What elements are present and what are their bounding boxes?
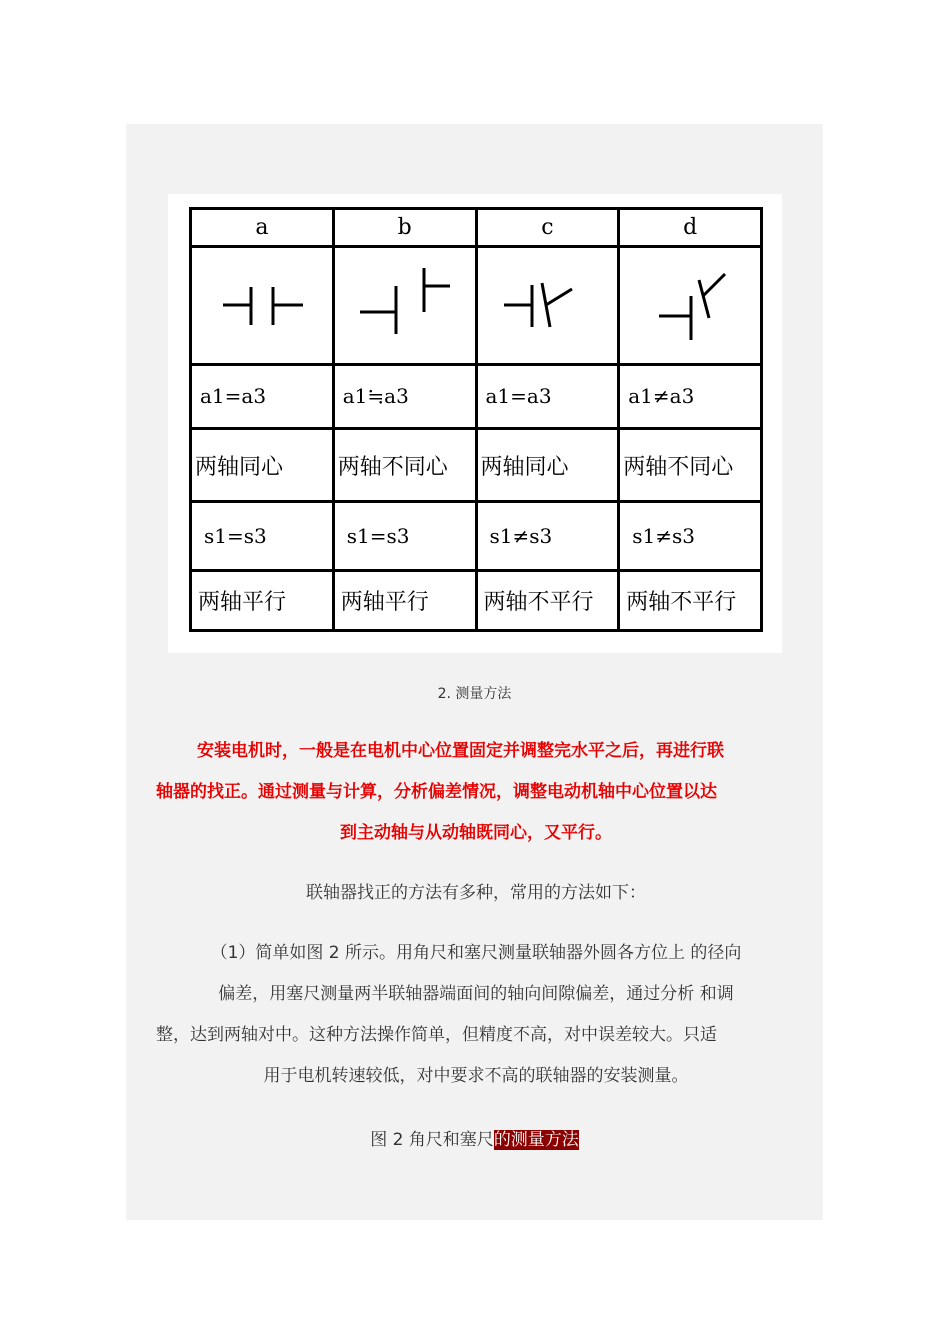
document-panel [126,124,823,1220]
radial-cell-c: a1=a3 [476,364,619,429]
figure-caption-highlight: 的测量方法 [493,1130,579,1150]
symbol-cell-d [619,246,762,364]
red-line-2: 轴器的找正。通过测量与计算，分析偏差情况，调整电动机轴中心位置以达 [156,782,717,802]
radial-cell-a: a1=a3 [191,364,334,429]
axial-cell-a: s1=s3 [191,501,334,570]
header-row [191,209,762,247]
radial-meaning-c: 两轴同心 [476,429,619,502]
radial-meaning-row [191,429,762,502]
axial-cell-d: s1≠s3 [619,501,762,570]
alignment-table [189,207,763,632]
method-line-1: （1）简单如图 2 所示。用角尺和塞尺测量联轴器外圆各方位上 的径向 [210,943,742,963]
method-line-3: 整，达到两轴对中。这种方法操作简单，但精度不高，对中误差较大。只适 [156,1025,717,1045]
axial-meaning-row [191,570,762,630]
alignment-figure [168,194,782,653]
col-header-c: c [476,209,619,247]
axial-meaning-b: 两轴平行 [333,570,476,630]
axial-meaning-d: 两轴不平行 [619,570,762,630]
symbol-cell-a [191,246,334,364]
axial-cell-b: s1=s3 [333,501,476,570]
method-line-2: 偏差，用塞尺测量两半联轴器端面间的轴向间隙偏差，通过分析 和调 [218,984,734,1004]
concentric-parallel-icon [207,265,317,345]
axial-meaning-a: 两轴平行 [191,570,334,630]
radial-meaning-a: 两轴同心 [191,429,334,502]
axial-cell-c: s1≠s3 [476,501,619,570]
radial-meaning-d: 两轴不同心 [619,429,762,502]
symbol-cell-c [476,246,619,364]
radial-meaning-b: 两轴不同心 [333,429,476,502]
intro-line: 联轴器找正的方法有多种，常用的方法如下： [306,883,646,903]
highlighted-paragraph [156,731,796,854]
col-header-b: b [333,209,476,247]
intro-paragraph [156,873,796,914]
concentric-angled-icon [492,265,602,345]
figure-caption [126,1125,823,1150]
col-header-a: a [191,209,334,247]
radial-cell-d: a1≠a3 [619,364,762,429]
axial-row [191,501,762,570]
radial-row [191,364,762,429]
section-heading: 2. 测量方法 [437,686,512,702]
symbol-cell-b [333,246,476,364]
red-line-1: 安装电机时，一般是在电机中心位置固定并调整完水平之后，再进行联 [197,741,724,761]
col-header-d: d [619,209,762,247]
method-paragraph [156,933,796,1097]
axial-meaning-c: 两轴不平行 [476,570,619,630]
method-line-4: 用于电机转速较低，对中要求不高的联轴器的安装测量。 [263,1066,689,1086]
figure-caption-text: 图 2 角尺和塞尺 [370,1130,494,1150]
symbol-row [191,246,762,364]
offset-parallel-icon [350,260,460,350]
red-line-3: 到主动轴与从动轴既同心，又平行。 [340,823,612,843]
radial-cell-b: a1≒a3 [333,364,476,429]
offset-angled-icon [635,260,745,350]
